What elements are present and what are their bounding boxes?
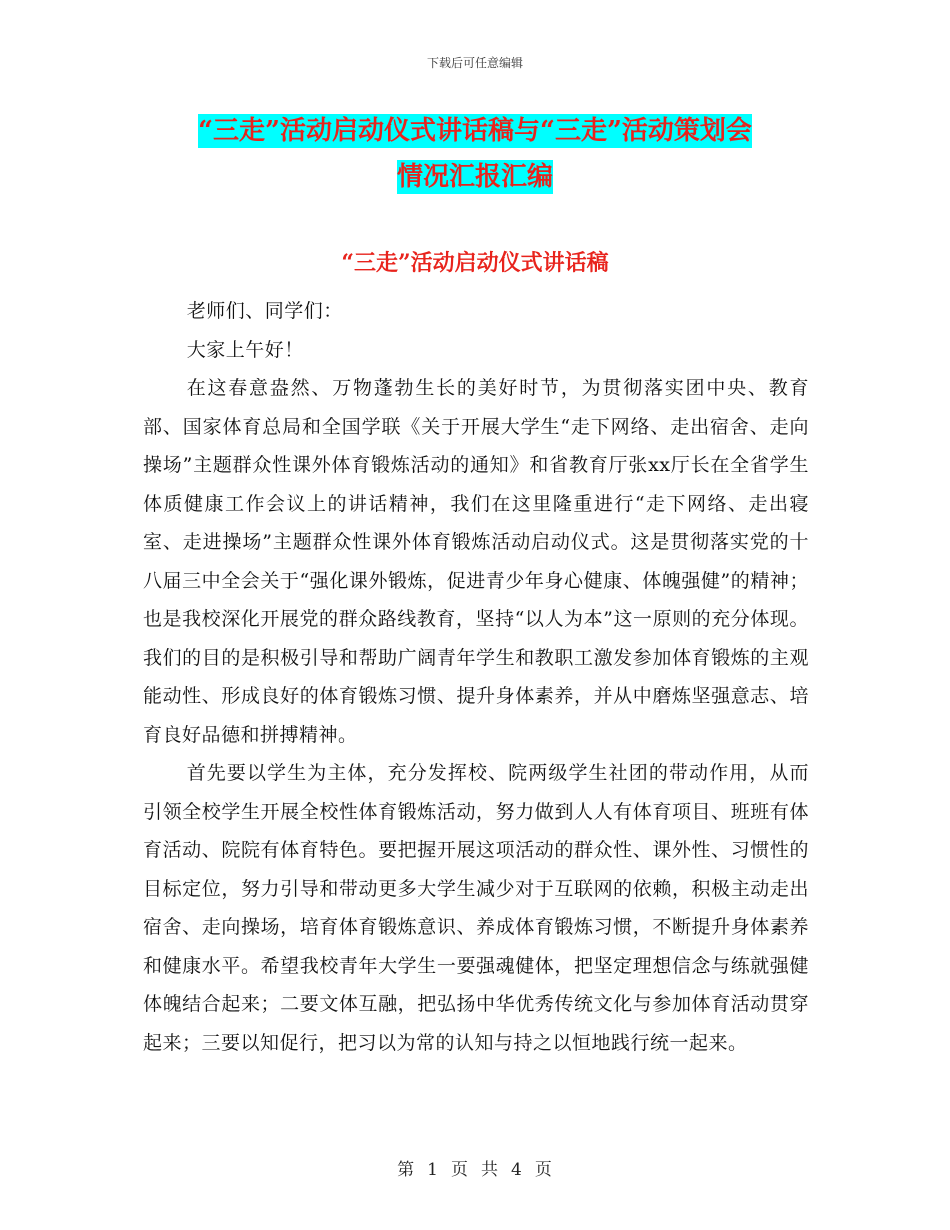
footer-page-word: 页 xyxy=(451,1160,469,1180)
footer-total-pages: 4 xyxy=(511,1160,523,1180)
footer-suffix: 页 xyxy=(534,1160,553,1180)
footer-total-word: 共 xyxy=(481,1160,499,1180)
paragraph-greeting: 大家上午好！ xyxy=(186,338,304,361)
section-title: “三走”活动启动仪式讲话稿 xyxy=(341,250,609,276)
main-title-line-1: “三走”活动启动仪式讲话稿与“三走”活动策划会 xyxy=(198,116,752,146)
main-title xyxy=(120,108,830,200)
header-note: 下载后可任意编辑 xyxy=(426,56,523,70)
main-title-line-2: 情况汇报汇编 xyxy=(396,162,553,192)
footer-page-number: 1 xyxy=(427,1160,439,1180)
paragraph-body-1: 在这春意盎然、万物蓬勃生长的美好时节，为贯彻落实团中央、教育部、国家体育总局和全国学联《关于开展大学生“走下网络、走出宿舍、走向操场”主题群众性课外体育锻炼活动的通知》和省教育厅张xx厅长在全省学生体质健康工作会议上的讲话精神，我们在这里隆重进行“走下网络、走出寝室、走进操场”主题群众性课外体育锻炼活动启动仪式。这是贯彻落实党的十八届三中全会关于“强化课外锻炼，促进青少年身心健康、体魄强健”的精神；也是我校深化开展党的群众路线教育，坚持“以人为本”这一原则的充分体现。我们的目的是积极引导和帮助广阔青年学生和教职工激发参加体育锻炼的主观能动性、形成良好的体育锻炼习惯、提升身体素养，并从中磨炼坚强意志、培育良好品德和拼搏精神。 xyxy=(143,377,809,746)
paragraph-salutation: 老师们、同学们： xyxy=(186,300,343,322)
document-body xyxy=(143,292,809,1062)
paragraph-body-2: 首先要以学生为主体，充分发挥校、院两级学生社团的带动作用，从而引领全校学生开展全校性体育锻炼活动，努力做到人人有体育项目、班班有体育活动、院院有体育特色。要把握开展这项活动的群众性、课外性、习惯性的目标定位，努力引导和带动更多大学生减少对于互联网的依赖，积极主动走出宿舍、走向操场，培育体育锻炼意识、养成体育锻炼习惯，不断提升身体素养和健康水平。希望我校青年大学生一要强魂健体，把坚定理想信念与练就强健体魄结合起来；二要文体互融，把弘扬中华优秀传统文化与参加体育活动贯穿起来；三要以知促行，把习以为常的认知与持之以恒地践行统一起来。 xyxy=(143,762,809,1054)
page-footer xyxy=(0,1155,950,1180)
footer-prefix: 第 xyxy=(397,1160,416,1180)
